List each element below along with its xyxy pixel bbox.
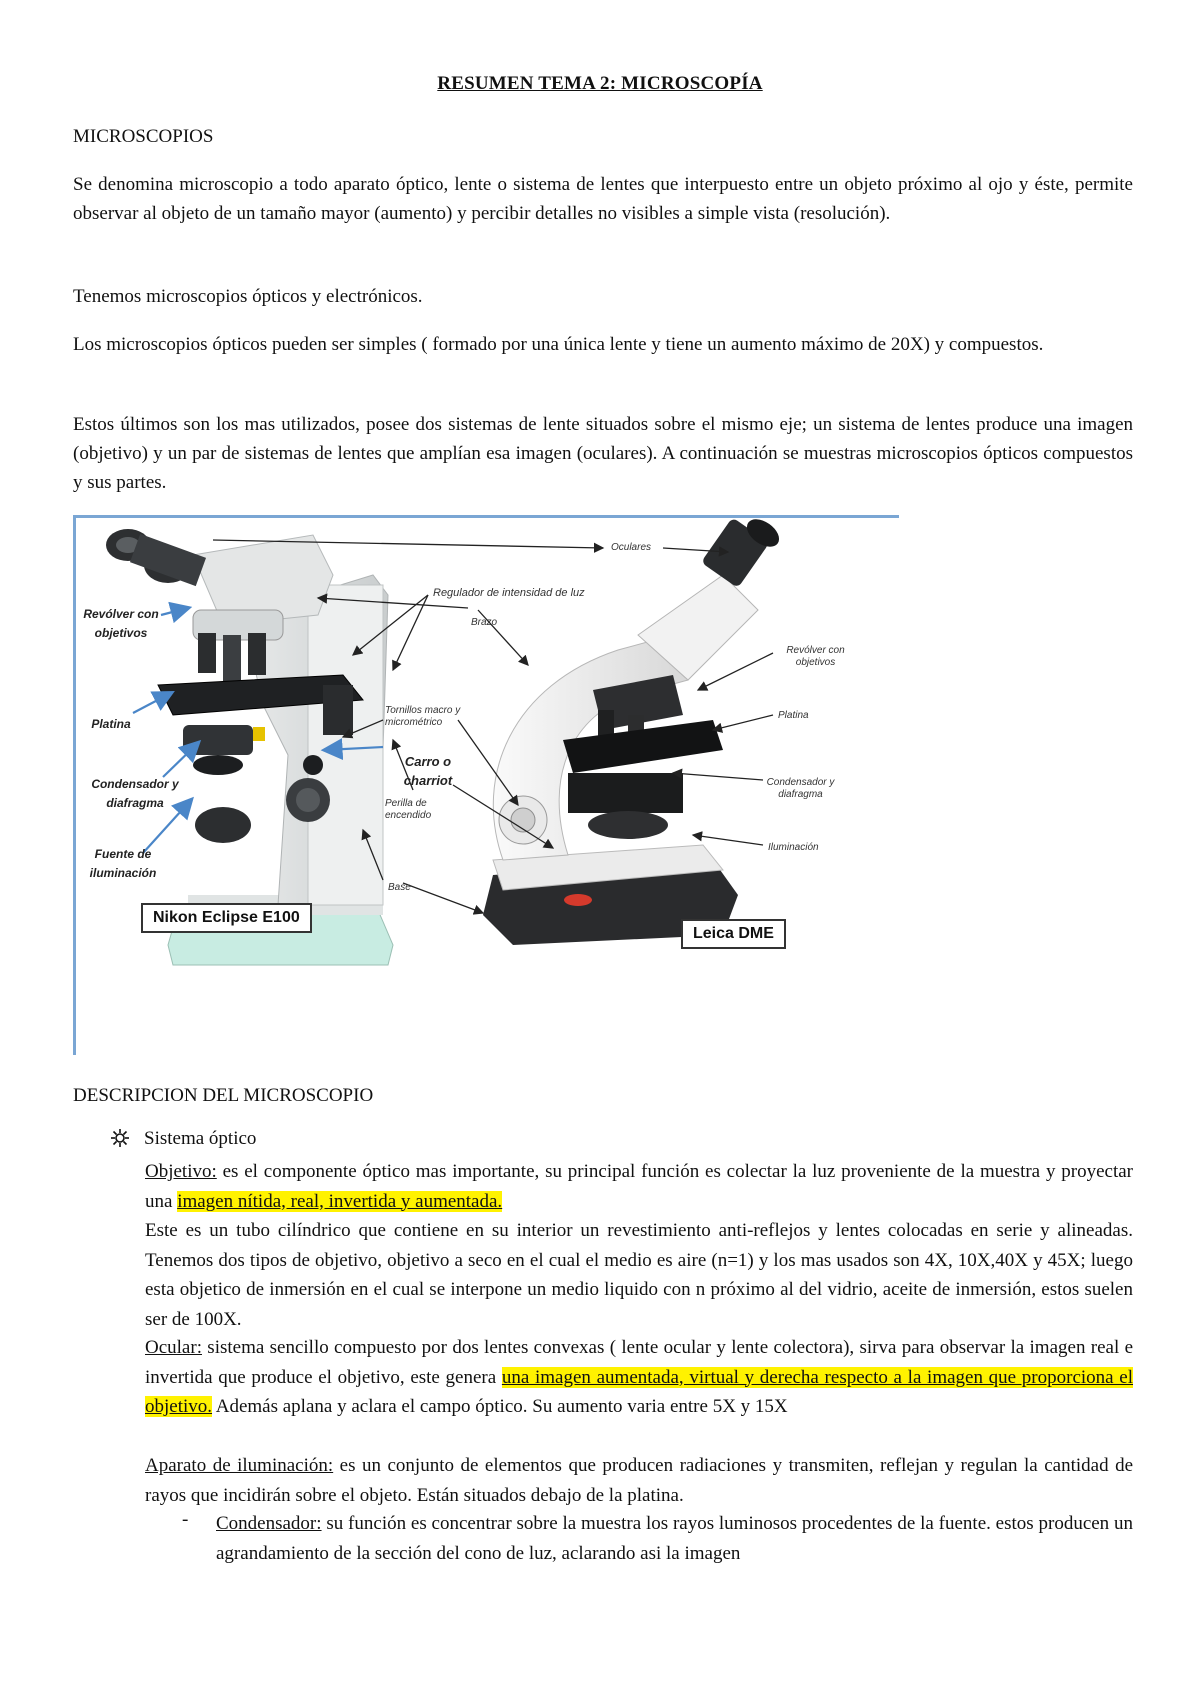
label-condensador-left: Condensador y diafragma [91, 777, 179, 810]
label-fuente-left: Fuente de iluminación [89, 847, 157, 880]
gear-bullet-icon [110, 1128, 130, 1148]
section-heading-microscopios: MICROSCOPIOS [73, 126, 214, 147]
condensador-paragraph [216, 1509, 1133, 1568]
document-title: RESUMEN TEMA 2: MICROSCOPÍA [437, 73, 763, 94]
iluminacion-text: es un conjunto de elementos que producen radiaciones y transmiten, reflejan y regulan la cantidad de rayos que incidirán sobre el objeto. Están situados debajo de la platina. [145, 1455, 1134, 1506]
ocular-term: Ocular: [145, 1337, 202, 1358]
leica-microscope [483, 515, 784, 945]
paragraph-simple-compound: Los microscopios ópticos pueden ser simples ( formado por una única lente y tiene un aumento máximo de 20X) y compuestos. [73, 334, 1044, 355]
label-platina-right: Platina [778, 710, 809, 721]
bullet-label: Sistema óptico [144, 1128, 257, 1149]
label-tornillos: Tornillos macro y micrométrico [385, 705, 461, 728]
condensador-term: Condensador: [216, 1513, 322, 1534]
label-condensador-right: Condensador y diafragma [766, 777, 835, 800]
ocular-highlight: una imagen aumentada, virtual y derecha respecto a la imagen que proporciona el objetivo. [145, 1366, 1133, 1417]
microscope-figure [73, 515, 893, 1055]
label-base: Base [388, 882, 411, 893]
label-revolver-right: Revólver con objetivos [786, 645, 845, 668]
paragraph-compound: Estos últimos son los mas utilizados, posee dos sistemas de lente situados sobre el mismo eje; un sistema de lentes produce una imagen (objetivo) y un par de sistemas de lentes que amplían esa imagen (oculares). A continuación se muestras microscopios ópticos compuestos y sus partes. [73, 414, 1133, 493]
label-revolver-left: Revólver con objetivos [83, 607, 159, 640]
ocular-paragraph [145, 1333, 1133, 1422]
label-perilla: Perilla de encendido [385, 798, 432, 821]
ocular-text-2: Además aplana y aclara el campo óptico. Su aumento varia entre 5X y 15X [212, 1396, 788, 1417]
objetivo-paragraph [145, 1157, 1133, 1334]
objetivo-text-2: Este es un tubo cilíndrico que contiene en su interior un revestimiento anti-reflejos y lentes colocadas en serie y alineadas. Tenemos dos tipos de objetivo, objetivo a seco en el cual el medio es aire (n=1) y los mas usados son 4X, 10X,40X y 45X; luego esta objetico de inmersión en el cual se interpone un medio liquido con n próximo al del vidrio, aceite de inmersión, estos suelen ser de 100X. [145, 1220, 1133, 1330]
dash-marker: - [182, 1509, 189, 1530]
model-label-nikon: Nikon Eclipse E100 [141, 903, 312, 933]
condensador-text: su función es concentrar sobre la muestra los rayos luminosos procedentes de la fuente. estos producen un agrandamiento de la sección del cono de luz, aclarando asi la imagen [216, 1513, 1133, 1564]
ocular-text: sistema sencillo compuesto por dos lentes convexas ( lente ocular y lente colectora), sirva para observar la imagen real e invertida que produce el objetivo, este genera [145, 1337, 1133, 1388]
iluminacion-term: Aparato de iluminación: [145, 1455, 334, 1476]
paragraph-definition: Se denomina microscopio a todo aparato óptico, lente o sistema de lentes que interpuesto entre un objeto próximo al ojo y éste, permite observar al objeto de un tamaño mayor (aumento) y percibir detalles no visibles a simple vista (resolución). [73, 174, 1133, 224]
label-platina-left: Platina [91, 717, 131, 731]
objetivo-highlight: imagen nítida, real, invertida y aumentada. [177, 1190, 503, 1212]
objetivo-term: Objetivo: [145, 1161, 217, 1182]
label-regulador: Regulador de intensidad de luz [433, 587, 585, 599]
paragraph-types: Tenemos microscopios ópticos y electrónicos. [73, 286, 423, 307]
label-brazo: Brazo [471, 617, 498, 628]
label-carro: Carro o charriot [403, 754, 453, 788]
iluminacion-paragraph [145, 1451, 1133, 1510]
nikon-microscope [106, 529, 393, 965]
model-label-leica: Leica DME [681, 919, 786, 949]
objetivo-text: es el componente óptico mas importante, su principal función es colectar la luz proveniente de la muestra y proyectar una [145, 1161, 1133, 1212]
label-iluminacion-right: Iluminación [768, 842, 819, 853]
section-heading-descripcion: DESCRIPCION DEL MICROSCOPIO [73, 1085, 374, 1106]
label-oculares: Oculares [611, 542, 652, 553]
